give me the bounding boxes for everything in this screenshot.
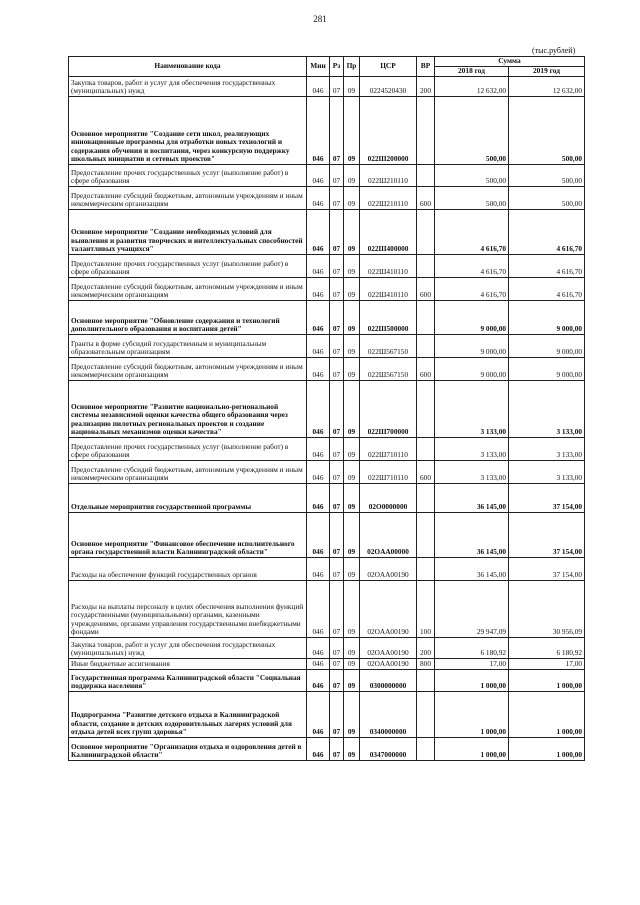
cell-name: Основное мероприятие "Развитие национально-региональной системы независимой оценки качества общего образования через реализацию пилотных региональных проектов и создание национальных механизмов оценки качества" (69, 381, 307, 438)
cell-min: 046 (307, 77, 330, 97)
cell-name: Предоставление субсидий бюджетным, автономным учреждениям и иным некоммерческим организациям (69, 461, 307, 484)
cell-min: 046 (307, 513, 330, 558)
cell-csr: 022Ш710110 (360, 461, 417, 484)
cell-v2018: 1 000,00 (435, 692, 509, 738)
cell-pr: 09 (344, 484, 360, 513)
cell-v2019: 3 133,00 (509, 461, 585, 484)
cell-vr: 600 (417, 278, 435, 301)
cell-pr: 09 (344, 581, 360, 638)
cell-name: Предоставление субсидий бюджетным, автономным учреждениям и иным некоммерческим организациям (69, 358, 307, 381)
cell-name: Основное мероприятие "Обновление содержания и технологий дополнительного образования и воспитания детей" (69, 301, 307, 335)
table-row (69, 301, 585, 335)
cell-pr: 09 (344, 255, 360, 278)
header-vr: ВР (417, 57, 435, 77)
cell-v2019: 37 154,00 (509, 513, 585, 558)
cell-v2019: 3 133,00 (509, 381, 585, 438)
cell-csr: 022Ш210110 (360, 187, 417, 210)
cell-rz: 07 (330, 581, 344, 638)
cell-v2018: 1 000,00 (435, 670, 509, 692)
table-row (69, 77, 585, 97)
cell-vr (417, 381, 435, 438)
cell-csr: 022Ш410110 (360, 255, 417, 278)
cell-v2019: 12 632,00 (509, 77, 585, 97)
cell-csr: 02OAA00190 (360, 558, 417, 581)
cell-name: Предоставление прочих государственных услуг (выполнение работ) в сфере образования (69, 255, 307, 278)
cell-name: Расходы на обеспечение функций государственных органов (69, 558, 307, 581)
cell-min: 046 (307, 278, 330, 301)
cell-csr: 0347000000 (360, 738, 417, 761)
cell-vr (417, 301, 435, 335)
table-row (69, 255, 585, 278)
cell-vr: 600 (417, 461, 435, 484)
table-row (69, 165, 585, 187)
cell-csr: 02OAA00190 (360, 581, 417, 638)
cell-rz: 07 (330, 381, 344, 438)
cell-v2018: 9 000,00 (435, 301, 509, 335)
header-min: Мин (307, 57, 330, 77)
cell-vr (417, 335, 435, 358)
cell-min: 046 (307, 638, 330, 659)
cell-rz: 07 (330, 255, 344, 278)
cell-vr (417, 670, 435, 692)
cell-csr: 022Ш500000 (360, 301, 417, 335)
cell-vr (417, 558, 435, 581)
cell-v2018: 36 145,00 (435, 513, 509, 558)
cell-name: Предоставление прочих государственных услуг (выполнение работ) в сфере образования (69, 438, 307, 461)
cell-vr (417, 738, 435, 761)
cell-name: Основное мероприятие "Создание необходимых условий для выявления и развития творческих и интеллектуальных способностей талантливых учащихся" (69, 210, 307, 255)
cell-name: Государственная программа Калининградской области "Социальная поддержка населения" (69, 670, 307, 692)
cell-csr: 022Ш567150 (360, 335, 417, 358)
cell-min: 046 (307, 461, 330, 484)
table-row (69, 659, 585, 670)
table-body (69, 77, 585, 761)
cell-min: 046 (307, 381, 330, 438)
cell-csr: 022Ш710110 (360, 438, 417, 461)
cell-vr (417, 255, 435, 278)
cell-v2018: 17,00 (435, 659, 509, 670)
table-row (69, 670, 585, 692)
cell-pr: 09 (344, 278, 360, 301)
cell-v2019: 4 616,70 (509, 210, 585, 255)
table-row (69, 210, 585, 255)
table-row (69, 461, 585, 484)
header-rz: Рз (330, 57, 344, 77)
cell-min: 046 (307, 484, 330, 513)
cell-rz: 07 (330, 484, 344, 513)
cell-name: Подпрограмма "Развитие детского отдыха в Калининградской области, создание в детских оздоровительных лагерях условий для отдыха детей всех групп здоровья" (69, 692, 307, 738)
table-row (69, 558, 585, 581)
cell-pr: 09 (344, 381, 360, 438)
cell-v2019: 37 154,00 (509, 558, 585, 581)
cell-pr: 09 (344, 738, 360, 761)
cell-v2019: 1 000,00 (509, 670, 585, 692)
cell-pr: 09 (344, 335, 360, 358)
cell-min: 046 (307, 187, 330, 210)
cell-pr: 09 (344, 187, 360, 210)
cell-pr: 09 (344, 692, 360, 738)
cell-vr (417, 210, 435, 255)
cell-v2019: 37 154,00 (509, 484, 585, 513)
cell-rz: 07 (330, 438, 344, 461)
table-row (69, 335, 585, 358)
cell-v2018: 6 180,92 (435, 638, 509, 659)
cell-v2019: 17,00 (509, 659, 585, 670)
cell-vr: 800 (417, 659, 435, 670)
cell-min: 046 (307, 670, 330, 692)
cell-pr: 09 (344, 301, 360, 335)
cell-csr: 02OAA00190 (360, 659, 417, 670)
cell-name: Предоставление субсидий бюджетным, автономным учреждениям и иным некоммерческим организациям (69, 278, 307, 301)
cell-v2018: 4 616,70 (435, 210, 509, 255)
cell-vr: 100 (417, 581, 435, 638)
table-row (69, 581, 585, 638)
cell-v2018: 4 616,70 (435, 278, 509, 301)
cell-rz: 07 (330, 278, 344, 301)
cell-vr (417, 165, 435, 187)
cell-name: Предоставление субсидий бюджетным, автономным учреждениям и иным некоммерческим организациям (69, 187, 307, 210)
cell-rz: 07 (330, 165, 344, 187)
cell-v2018: 9 000,00 (435, 358, 509, 381)
cell-pr: 09 (344, 210, 360, 255)
cell-name: Гранты в форме субсидий государственным и муниципальным образовательным организациям (69, 335, 307, 358)
cell-vr (417, 484, 435, 513)
cell-min: 046 (307, 438, 330, 461)
cell-vr: 200 (417, 638, 435, 659)
budget-table (68, 56, 585, 761)
cell-name: Отдельные мероприятия государственной программы (69, 484, 307, 513)
cell-name: Предоставление прочих государственных услуг (выполнение работ) в сфере образования (69, 165, 307, 187)
cell-v2018: 12 632,00 (435, 77, 509, 97)
cell-min: 046 (307, 97, 330, 165)
header-2019: 2019 год (509, 67, 585, 77)
cell-v2018: 9 000,00 (435, 335, 509, 358)
header-sum: Сумма (435, 57, 585, 67)
cell-rz: 07 (330, 210, 344, 255)
table-row (69, 513, 585, 558)
cell-v2019: 30 956,09 (509, 581, 585, 638)
cell-rz: 07 (330, 335, 344, 358)
cell-name: Основное мероприятие "Организация отдыха и оздоровления детей в Калининградской области" (69, 738, 307, 761)
cell-pr: 09 (344, 461, 360, 484)
cell-min: 046 (307, 301, 330, 335)
cell-v2019: 500,00 (509, 97, 585, 165)
cell-v2019: 1 000,00 (509, 692, 585, 738)
cell-pr: 09 (344, 438, 360, 461)
cell-v2019: 500,00 (509, 187, 585, 210)
cell-v2018: 36 145,00 (435, 558, 509, 581)
cell-vr (417, 513, 435, 558)
cell-pr: 09 (344, 97, 360, 165)
cell-vr (417, 438, 435, 461)
cell-rz: 07 (330, 659, 344, 670)
cell-csr: 022Ш200000 (360, 97, 417, 165)
cell-rz: 07 (330, 513, 344, 558)
cell-v2018: 3 133,00 (435, 381, 509, 438)
cell-v2018: 500,00 (435, 165, 509, 187)
cell-name: Расходы на выплаты персоналу в целях обеспечения выполнения функций государственными (муниципальными) органами, казенными учреждениями, органами управления государственными внебюджетными фондами (69, 581, 307, 638)
cell-csr: 02O0000000 (360, 484, 417, 513)
cell-rz: 07 (330, 77, 344, 97)
cell-pr: 09 (344, 558, 360, 581)
cell-name: Закупка товаров, работ и услуг для обеспечения государственных (муниципальных) нужд (69, 77, 307, 97)
cell-v2018: 500,00 (435, 97, 509, 165)
cell-vr (417, 97, 435, 165)
cell-csr: 0340000000 (360, 692, 417, 738)
cell-vr: 600 (417, 187, 435, 210)
cell-csr: 0224520430 (360, 77, 417, 97)
cell-rz: 07 (330, 301, 344, 335)
table-row (69, 692, 585, 738)
cell-pr: 09 (344, 638, 360, 659)
cell-vr (417, 692, 435, 738)
cell-pr: 09 (344, 77, 360, 97)
cell-v2019: 9 000,00 (509, 301, 585, 335)
table-row (69, 358, 585, 381)
cell-v2018: 4 616,70 (435, 255, 509, 278)
table-row (69, 438, 585, 461)
cell-pr: 09 (344, 358, 360, 381)
cell-min: 046 (307, 255, 330, 278)
cell-csr: 02OAA00000 (360, 513, 417, 558)
cell-min: 046 (307, 165, 330, 187)
table-row (69, 484, 585, 513)
header-pr: Пр (344, 57, 360, 77)
cell-name: Основное мероприятие "Создание сети школ, реализующих инновационные программы для отработки новых технологий и содержания обучения и воспитания, через конкурсную поддержку школьных инициатив и сетевых проектов" (69, 97, 307, 165)
cell-pr: 09 (344, 165, 360, 187)
cell-min: 046 (307, 558, 330, 581)
header-csr: ЦСР (360, 57, 417, 77)
cell-min: 046 (307, 358, 330, 381)
cell-v2019: 9 000,00 (509, 358, 585, 381)
cell-vr: 200 (417, 77, 435, 97)
cell-rz: 07 (330, 692, 344, 738)
cell-name: Основное мероприятие "Финансовое обеспечение исполнительного органа государственной власти Калининградской области" (69, 513, 307, 558)
cell-csr: 02OAA00190 (360, 638, 417, 659)
table-row (69, 638, 585, 659)
cell-v2018: 3 133,00 (435, 438, 509, 461)
cell-pr: 09 (344, 513, 360, 558)
cell-csr: 0300000000 (360, 670, 417, 692)
cell-v2018: 3 133,00 (435, 461, 509, 484)
cell-v2018: 1 000,00 (435, 738, 509, 761)
cell-v2019: 4 616,70 (509, 255, 585, 278)
cell-v2018: 500,00 (435, 187, 509, 210)
cell-csr: 022Ш410110 (360, 278, 417, 301)
cell-min: 046 (307, 659, 330, 670)
cell-v2019: 1 000,00 (509, 738, 585, 761)
header-2018: 2018 год (435, 67, 509, 77)
cell-pr: 09 (344, 659, 360, 670)
table-row (69, 278, 585, 301)
cell-csr: 022Ш210110 (360, 165, 417, 187)
unit-label: (тыс.рублей) (532, 46, 576, 55)
cell-v2019: 500,00 (509, 165, 585, 187)
cell-rz: 07 (330, 187, 344, 210)
page-number: 281 (313, 14, 327, 24)
cell-csr: 022Ш700000 (360, 381, 417, 438)
cell-rz: 07 (330, 738, 344, 761)
cell-rz: 07 (330, 558, 344, 581)
cell-min: 046 (307, 581, 330, 638)
cell-rz: 07 (330, 97, 344, 165)
table-row (69, 738, 585, 761)
cell-rz: 07 (330, 670, 344, 692)
cell-v2019: 4 616,70 (509, 278, 585, 301)
header-name: Наименование кода (69, 57, 307, 77)
cell-min: 046 (307, 335, 330, 358)
cell-min: 046 (307, 738, 330, 761)
cell-min: 046 (307, 210, 330, 255)
cell-min: 046 (307, 692, 330, 738)
cell-vr: 600 (417, 358, 435, 381)
cell-rz: 07 (330, 638, 344, 659)
table-row (69, 97, 585, 165)
cell-name: Закупка товаров, работ и услуг для обеспечения государственных (муниципальных) нужд (69, 638, 307, 659)
cell-pr: 09 (344, 670, 360, 692)
cell-v2019: 9 000,00 (509, 335, 585, 358)
cell-rz: 07 (330, 461, 344, 484)
cell-csr: 022Ш400000 (360, 210, 417, 255)
cell-v2018: 29 947,09 (435, 581, 509, 638)
table-row (69, 187, 585, 210)
cell-rz: 07 (330, 358, 344, 381)
cell-v2019: 3 133,00 (509, 438, 585, 461)
cell-csr: 022Ш567150 (360, 358, 417, 381)
cell-name: Иные бюджетные ассигнования (69, 659, 307, 670)
table-row (69, 381, 585, 438)
cell-v2018: 36 145,00 (435, 484, 509, 513)
cell-v2019: 6 180,92 (509, 638, 585, 659)
